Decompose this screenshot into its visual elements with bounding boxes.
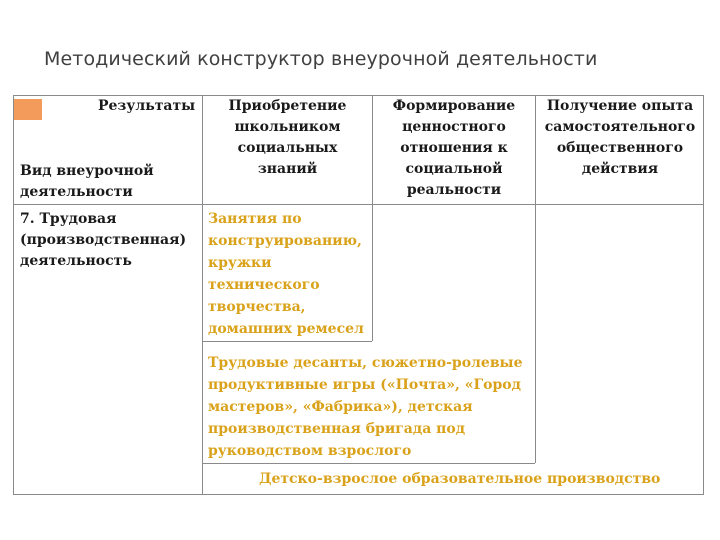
level3-content: Детско-взрослое образовательное производство [259,471,661,487]
slide-title: Методический конструктор внеурочной деятельности [44,48,598,70]
level2-content: Трудовые десанты, сюжетно-ролевые продуктивные игры («Почта», «Город мастеров», «Фабрика»), детская производственная бригада под руководством взрослого [208,355,523,459]
header-divider [13,204,704,205]
accent-bar [14,99,42,120]
corner-results-label: Результаты [98,98,196,114]
level1-bottom-border [202,341,372,342]
row-label-labor-activity: 7. Трудовая (производственная) деятельность [20,211,187,269]
level2-right-border [535,204,536,463]
header-value-attitude: Формирование ценностного отношения к социальной реальности [392,98,516,198]
level1-content: Занятия по конструированию, кружки технического творчества, домашних ремесел [208,211,364,337]
header-acquisition-knowledge: Приобретение школьником социальных знаний [228,98,347,177]
level1-right-border [372,204,373,341]
corner-activity-type-label: Вид внеурочной деятельности [20,163,154,200]
header-social-action-experience: Получение опыта самостоятельного общественного действия [544,98,696,177]
level2-bottom-border [202,463,535,464]
